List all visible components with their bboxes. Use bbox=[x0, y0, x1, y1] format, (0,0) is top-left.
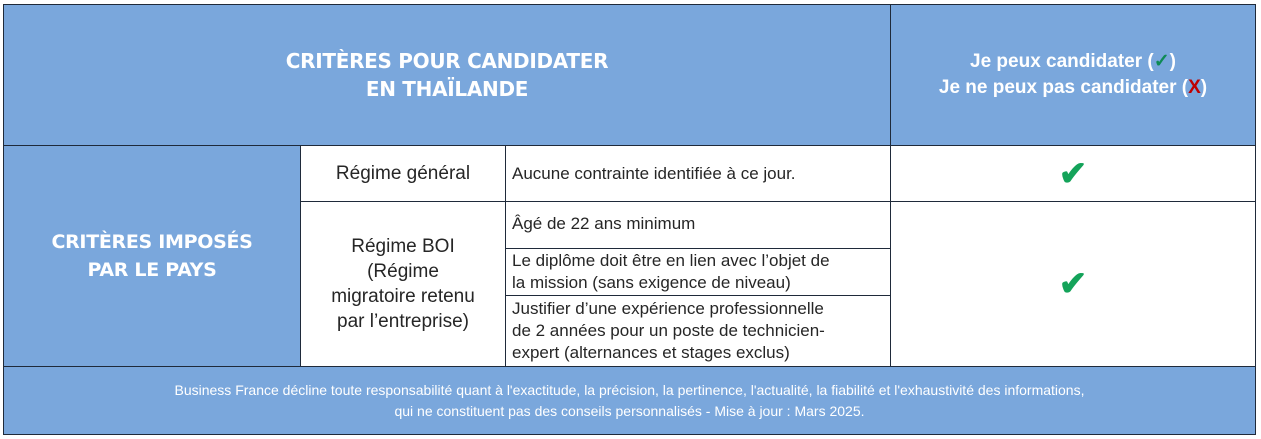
disclaimer-line-2: qui ne constituent pas des conseils personnalisés - Mise à jour : Mars 2025. bbox=[394, 402, 865, 419]
cross-icon: X bbox=[1188, 77, 1201, 98]
criterion-text: Aucune contrainte identifiée à ce jour. bbox=[512, 163, 796, 183]
title-line-1: CRITÈRES POUR CANDIDATER bbox=[285, 49, 609, 73]
country-criteria-line-2: PAR LE PAYS bbox=[87, 259, 217, 281]
regime-label: Régime général bbox=[335, 163, 471, 184]
criterion-text: expert (alternances et stages exclus) bbox=[512, 343, 790, 362]
check-icon: ✔ bbox=[1058, 154, 1088, 193]
criterion-text: de 2 années pour un poste de technicien- bbox=[512, 321, 825, 340]
table-header-status bbox=[890, 4, 1256, 146]
criterion-experience bbox=[505, 295, 891, 367]
page-title bbox=[286, 47, 609, 103]
disclaimer-footer bbox=[3, 366, 1256, 435]
country-criteria-line-1: CRITÈRES IMPOSÉS bbox=[51, 231, 253, 253]
regime-general-cell bbox=[300, 145, 506, 202]
status-cannot-apply: Je ne peux pas candidater (X) bbox=[938, 77, 1208, 98]
status-boi-cell bbox=[890, 201, 1256, 367]
check-icon: ✓ bbox=[1153, 51, 1170, 72]
criteria-table bbox=[3, 4, 1256, 435]
criterion-text: Justifier d’une expérience professionnelle bbox=[512, 299, 824, 318]
criterion-text: la mission (sans exigence de niveau) bbox=[512, 273, 791, 292]
table-header-title bbox=[3, 4, 891, 146]
criterion-age bbox=[505, 201, 891, 249]
disclaimer-line-1: Business France décline toute responsabilité quant à l'exactitude, la précision, la pertinence, l'actualité, la fiabilité et l'exhaustivité des informations, bbox=[174, 381, 1085, 398]
criterion-text: Le diplôme doit être en lien avec l’objet de bbox=[512, 251, 830, 270]
criterion-diploma bbox=[505, 248, 891, 296]
status-general-cell bbox=[890, 145, 1256, 202]
status-legend bbox=[939, 49, 1207, 101]
criterion-text: Âgé de 22 ans minimum bbox=[512, 214, 696, 233]
regime-label: Régime BOI (Régime migratoire retenu par l’entreprise) bbox=[331, 236, 475, 332]
country-criteria-cell bbox=[3, 145, 301, 367]
check-icon: ✔ bbox=[1058, 265, 1088, 303]
title-line-2: EN THAÏLANDE bbox=[365, 77, 529, 101]
regime-boi-cell bbox=[300, 201, 506, 367]
criterion-general bbox=[505, 145, 891, 202]
status-can-apply: Je peux candidater (✓) bbox=[970, 51, 1176, 72]
